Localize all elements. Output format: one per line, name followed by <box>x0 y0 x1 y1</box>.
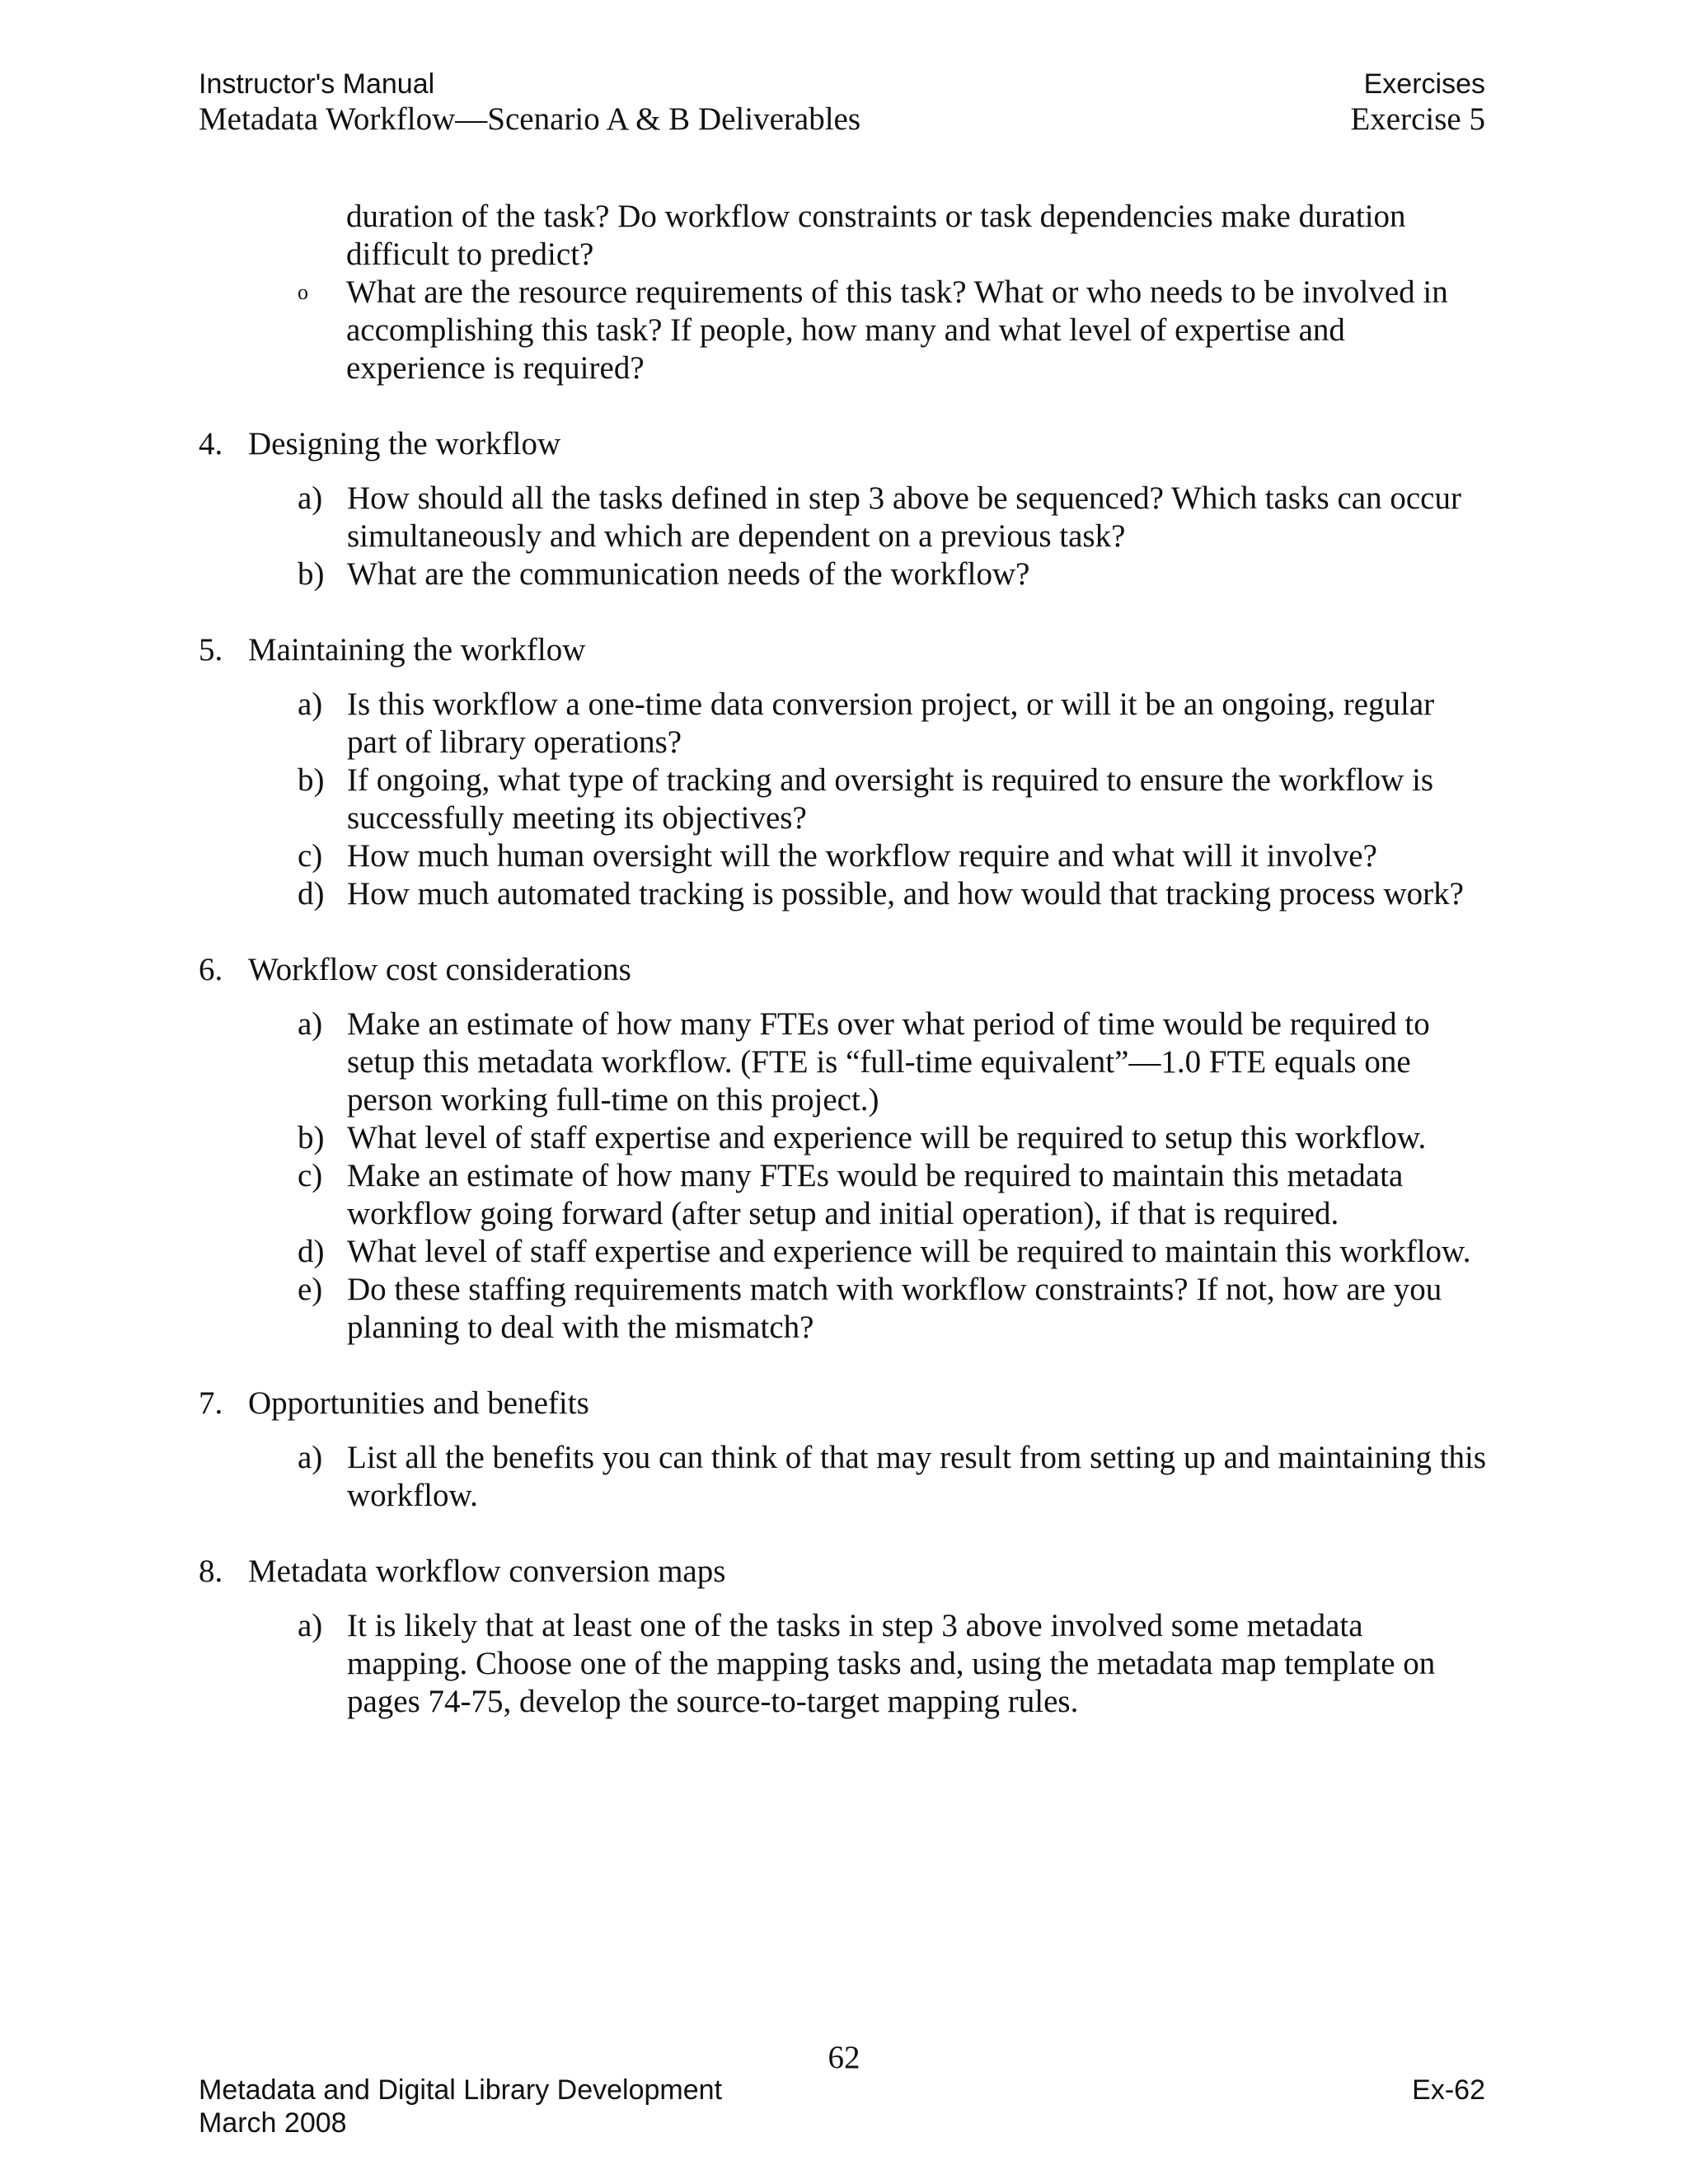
item-text: What are the communication needs of the workflow? <box>347 556 1030 592</box>
list-item <box>248 555 1489 593</box>
item-text: Is this workflow a one-time data conversion project, or will it be an ongoing, regular part of library operations? <box>347 687 1435 760</box>
item-letter: e) <box>298 1272 323 1307</box>
header-exercise-label: Exercise 5 <box>1350 101 1485 137</box>
list-item <box>248 837 1489 875</box>
list-item <box>248 1271 1489 1347</box>
list-item <box>248 875 1489 913</box>
bullet-marker: o <box>298 280 308 304</box>
section-6 <box>199 951 1489 1347</box>
section-title: Workflow cost considerations <box>248 952 631 987</box>
section-number: 5. <box>199 632 223 668</box>
item-text: Do these staffing requirements match with workflow constraints? If not, how are you planning to deal with the mismatch? <box>347 1272 1442 1345</box>
item-text: How much human oversight will the workflow require and what will it involve? <box>347 838 1377 874</box>
item-text: If ongoing, what type of tracking and oversight is required to ensure the workflow is successfully meeting its objectives? <box>347 762 1434 836</box>
item-text: Make an estimate of how many FTEs over what period of time would be required to setup this metadata workflow. (FTE is “full-time equivalent”—1.0 FTE equals one person working full-time on this project.) <box>347 1006 1430 1118</box>
footer-date: March 2008 <box>199 2107 347 2139</box>
section-number: 6. <box>199 952 223 987</box>
section-title: Opportunities and benefits <box>248 1385 589 1421</box>
item-letter: d) <box>298 1234 325 1269</box>
section-number: 7. <box>199 1385 223 1421</box>
section-title: Metadata workflow conversion maps <box>248 1554 726 1589</box>
item-letter: b) <box>298 762 325 798</box>
section-8 <box>199 1553 1489 1721</box>
item-letter: b) <box>298 556 325 592</box>
document-body <box>199 198 1489 1721</box>
list-item <box>248 1005 1489 1119</box>
item-letter: a) <box>298 687 323 722</box>
item-text: How much automated tracking is possible, and how would that tracking process work? <box>347 876 1464 912</box>
list-item <box>248 686 1489 762</box>
item-letter: c) <box>298 1158 323 1193</box>
item-text: It is likely that at least one of the tasks in step 3 above involved some metadata mapping. Choose one of the mapping tasks and, using the metadata map template on pages 74-75, develop the source-to-target mapping rules. <box>347 1608 1436 1719</box>
section-number: 4. <box>199 426 223 462</box>
section-5 <box>199 631 1489 913</box>
item-letter: a) <box>298 1006 323 1042</box>
footer-page-label: Ex-62 <box>1412 2074 1485 2106</box>
section-7 <box>199 1385 1489 1515</box>
list-item <box>248 1119 1489 1157</box>
item-text: How should all the tasks defined in step 3 above be sequenced? Which tasks can occur simultaneously and which are dependent on a previous task? <box>347 480 1461 554</box>
header-document-title: Metadata Workflow—Scenario A & B Deliverables <box>199 101 861 137</box>
list-item <box>248 1607 1489 1721</box>
list-item <box>248 1233 1489 1271</box>
list-item <box>248 1439 1489 1515</box>
continuation-bullet-item <box>199 274 1489 387</box>
item-letter: a) <box>298 1440 323 1475</box>
header-section-label: Exercises <box>1363 68 1485 100</box>
section-4 <box>199 425 1489 593</box>
section-title: Designing the workflow <box>248 426 561 462</box>
item-letter: a) <box>298 1608 323 1643</box>
bullet-text: What are the resource requirements of this task? What or who needs to be involved in accomplishing this task? If people, how many and what level of expertise and experience is required? <box>346 274 1448 386</box>
footer-course-title: Metadata and Digital Library Development <box>199 2074 723 2106</box>
header-manual-title: Instructor's Manual <box>199 68 435 100</box>
list-item <box>248 480 1489 555</box>
item-letter: a) <box>298 480 323 516</box>
item-text: What level of staff expertise and experience will be required to setup this workflow. <box>347 1120 1427 1155</box>
section-number: 8. <box>199 1554 223 1589</box>
section-title: Maintaining the workflow <box>248 632 586 668</box>
item-letter: c) <box>298 838 323 874</box>
item-letter: d) <box>298 876 325 912</box>
item-text: What level of staff expertise and experience will be required to maintain this workflow. <box>347 1234 1471 1269</box>
page-number: 62 <box>828 2040 860 2075</box>
list-item <box>248 762 1489 837</box>
continuation-text: duration of the task? Do workflow constraints or task dependencies make duration difficult to predict? <box>346 199 1406 272</box>
item-text: List all the benefits you can think of that may result from setting up and maintaining this workflow. <box>347 1440 1487 1513</box>
item-letter: b) <box>298 1120 325 1155</box>
item-text: Make an estimate of how many FTEs would be required to maintain this metadata workflow going forward (after setup and initial operation), if that is required. <box>347 1158 1404 1231</box>
list-item <box>248 1157 1489 1233</box>
question-sections <box>199 425 1489 1721</box>
